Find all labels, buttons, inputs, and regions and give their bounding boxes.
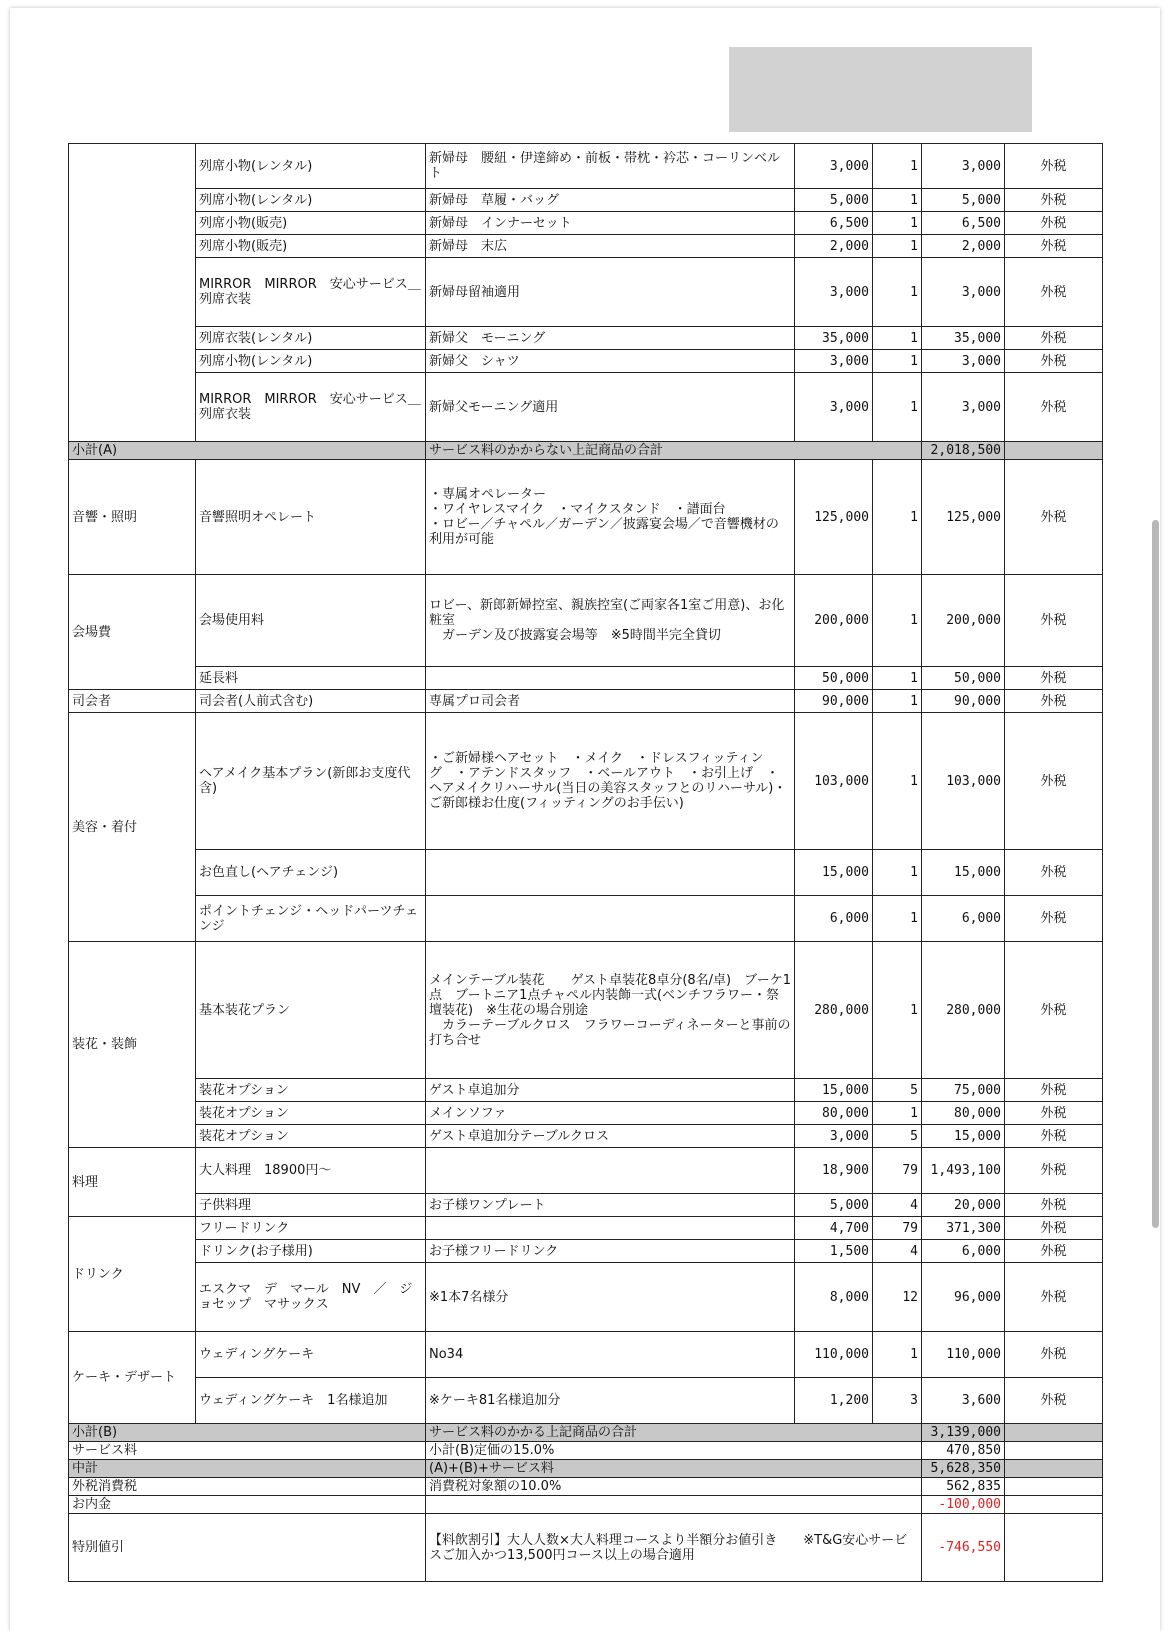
quantity: 4: [873, 1240, 922, 1263]
item-name: ポイントチェンジ・ヘッドパーツチェンジ: [196, 896, 426, 942]
table-row: [69, 1125, 1103, 1148]
item-name: 延長料: [196, 667, 426, 690]
table-row: [69, 189, 1103, 212]
amount: 75,000: [922, 1079, 1005, 1102]
item-name: ウェディングケーキ 1名様追加: [196, 1378, 426, 1424]
item-description: 新婦母 腰紐・伊達締め・前板・帯枕・衿芯・コーリンベルト: [426, 144, 795, 189]
empty-cell: [1005, 1424, 1103, 1442]
unit-price: 50,000: [795, 667, 873, 690]
item-description: 新婦母 インナーセット: [426, 212, 795, 235]
table-row: [69, 144, 1103, 189]
item-name: MIRROR MIRROR 安心サービス＿列席衣装: [196, 373, 426, 442]
item-name: MIRROR MIRROR 安心サービス＿列席衣装: [196, 258, 426, 327]
tax-type: 外税: [1005, 1102, 1103, 1125]
item-description: [426, 1148, 795, 1194]
item-name: 列席小物(レンタル): [196, 144, 426, 189]
quantity: 1: [873, 942, 922, 1079]
quantity: 1: [873, 212, 922, 235]
tax-type: 外税: [1005, 1240, 1103, 1263]
quantity: 3: [873, 1378, 922, 1424]
item-name: 列席小物(販売): [196, 212, 426, 235]
quantity: 1: [873, 235, 922, 258]
table-row: [69, 460, 1103, 575]
item-name: エスクマ デ マール NV ／ ジョセップ マサックス: [196, 1263, 426, 1332]
item-description: ※ケーキ81名様追加分: [426, 1378, 795, 1424]
item-name: 列席小物(レンタル): [196, 350, 426, 373]
category-cell: 音響・照明: [69, 460, 196, 575]
item-description: [426, 850, 795, 896]
item-description: [426, 667, 795, 690]
table-row: [69, 1217, 1103, 1240]
unit-price: 103,000: [795, 713, 873, 850]
amount: 6,500: [922, 212, 1005, 235]
tax-type: 外税: [1005, 189, 1103, 212]
deposit-label: お内金: [69, 1496, 426, 1514]
table-row: [69, 1102, 1103, 1125]
item-description: ゲスト卓追加分: [426, 1079, 795, 1102]
unit-price: 5,000: [795, 189, 873, 212]
category-cell: ケーキ・デザート: [69, 1332, 196, 1424]
quantity: 12: [873, 1263, 922, 1332]
empty-cell: [426, 1496, 922, 1514]
quantity: 1: [873, 575, 922, 667]
quantity: 1: [873, 373, 922, 442]
amount: 2,000: [922, 235, 1005, 258]
amount: 3,000: [922, 373, 1005, 442]
quantity: 79: [873, 1148, 922, 1194]
quantity: 79: [873, 1217, 922, 1240]
item-description: ・専属オペレーター ・ワイヤレスマイク ・マイクスタンド ・譜面台 ・ロビー／チャペル／ガーデン／披露宴会場／で音響機材の利用が可能: [426, 460, 795, 575]
empty-cell: [1005, 1478, 1103, 1496]
item-name: 子供料理: [196, 1194, 426, 1217]
unit-price: 4,700: [795, 1217, 873, 1240]
item-description: メインソファ: [426, 1102, 795, 1125]
table-row: [69, 575, 1103, 667]
tax-type: 外税: [1005, 942, 1103, 1079]
item-description: メインテーブル装花 ゲスト卓装花8卓分(8名/卓) ブーケ1点 ブートニア1点チャペル内装飾一式(ベンチフラワー・祭壇装花) ※生花の場合別途 カラーテーブルクロス フラワーコーディネーターと事前の打ち合せ: [426, 942, 795, 1079]
item-name: 基本装花プラン: [196, 942, 426, 1079]
item-description: ※1本7名様分: [426, 1263, 795, 1332]
amount: 15,000: [922, 850, 1005, 896]
category-cell: 装花・装飾: [69, 942, 196, 1148]
discount-label: 特別値引: [69, 1514, 426, 1582]
category-cell: 料理: [69, 1148, 196, 1217]
midtotal-description: (A)+(B)+サービス料: [426, 1460, 922, 1478]
tax-type: 外税: [1005, 350, 1103, 373]
tax-type: 外税: [1005, 575, 1103, 667]
redacted-area: [729, 47, 1032, 132]
item-name: 列席小物(レンタル): [196, 189, 426, 212]
category-cell: ドリンク: [69, 1217, 196, 1332]
tax-type: 外税: [1005, 690, 1103, 713]
item-description: 新婦父モーニング適用: [426, 373, 795, 442]
unit-price: 2,000: [795, 235, 873, 258]
quantity: 1: [873, 690, 922, 713]
unit-price: 6,000: [795, 896, 873, 942]
quantity: 1: [873, 327, 922, 350]
quantity: 1: [873, 258, 922, 327]
tax-type: 外税: [1005, 258, 1103, 327]
item-description: 新婦父 シャツ: [426, 350, 795, 373]
tax-type: 外税: [1005, 1217, 1103, 1240]
table-row: [69, 1378, 1103, 1424]
category-cell: 司会者: [69, 690, 196, 713]
unit-price: 35,000: [795, 327, 873, 350]
item-description: [426, 896, 795, 942]
item-description: No34: [426, 1332, 795, 1378]
empty-cell: [1005, 1514, 1103, 1582]
amount: 80,000: [922, 1102, 1005, 1125]
subtotal-b-label: 小計(B): [69, 1424, 426, 1442]
amount: 50,000: [922, 667, 1005, 690]
amount: 90,000: [922, 690, 1005, 713]
table-row: [69, 667, 1103, 690]
quantity: 1: [873, 1102, 922, 1125]
item-description: お子様ワンプレート: [426, 1194, 795, 1217]
unit-price: 15,000: [795, 1079, 873, 1102]
item-description: お子様フリードリンク: [426, 1240, 795, 1263]
item-name: 会場使用料: [196, 575, 426, 667]
empty-cell: [1005, 1496, 1103, 1514]
tax-type: 外税: [1005, 144, 1103, 189]
tax-amount: 562,835: [922, 1478, 1005, 1496]
unit-price: 90,000: [795, 690, 873, 713]
unit-price: 3,000: [795, 144, 873, 189]
amount: 110,000: [922, 1332, 1005, 1378]
tax-type: 外税: [1005, 1194, 1103, 1217]
midtotal-row: [69, 1460, 1103, 1478]
table-row: [69, 327, 1103, 350]
amount: 3,600: [922, 1378, 1005, 1424]
item-name: お色直し(ヘアチェンジ): [196, 850, 426, 896]
discount-description: 【料飲割引】大人人数×大人料理コースより半額分お値引き ※T&G安心サービスご加入かつ13,500円コース以上の場合適用: [426, 1514, 922, 1582]
service-charge-row: [69, 1442, 1103, 1460]
tax-type: 外税: [1005, 850, 1103, 896]
unit-price: 3,000: [795, 350, 873, 373]
quantity: 5: [873, 1079, 922, 1102]
quantity: 1: [873, 460, 922, 575]
quantity: 1: [873, 189, 922, 212]
scrollbar[interactable]: [1152, 520, 1159, 1228]
item-name: 列席衣装(レンタル): [196, 327, 426, 350]
unit-price: 6,500: [795, 212, 873, 235]
item-description: ロビー、新郎新婦控室、親族控室(ご両家各1室ご用意)、お化粧室 ガーデン及び披露宴会場等 ※5時間半完全貸切: [426, 575, 795, 667]
subtotal-a-description: サービス料のかからない上記商品の合計: [426, 442, 922, 460]
amount: 6,000: [922, 896, 1005, 942]
subtotal-b-row: [69, 1424, 1103, 1442]
unit-price: 18,900: [795, 1148, 873, 1194]
tax-type: 外税: [1005, 713, 1103, 850]
table-row: [69, 1194, 1103, 1217]
quantity: 1: [873, 850, 922, 896]
tax-type: 外税: [1005, 327, 1103, 350]
quantity: 1: [873, 713, 922, 850]
quantity: 1: [873, 896, 922, 942]
amount: 15,000: [922, 1125, 1005, 1148]
amount: 6,000: [922, 1240, 1005, 1263]
table-row: [69, 258, 1103, 327]
tax-description: 消費税対象額の10.0%: [426, 1478, 922, 1496]
midtotal-label: 中計: [69, 1460, 426, 1478]
empty-cell: [1005, 442, 1103, 460]
table-row: [69, 212, 1103, 235]
service-amount: 470,850: [922, 1442, 1005, 1460]
item-description: 新婦父 モーニング: [426, 327, 795, 350]
table-row: [69, 235, 1103, 258]
unit-price: 80,000: [795, 1102, 873, 1125]
amount: 96,000: [922, 1263, 1005, 1332]
table-row: [69, 1263, 1103, 1332]
unit-price: 8,000: [795, 1263, 873, 1332]
quantity: 1: [873, 1332, 922, 1378]
table-row: [69, 350, 1103, 373]
unit-price: 3,000: [795, 1125, 873, 1148]
subtotal-a-amount: 2,018,500: [922, 442, 1005, 460]
deposit-row: [69, 1496, 1103, 1514]
service-label: サービス料: [69, 1442, 426, 1460]
table-row: [69, 850, 1103, 896]
table-row: [69, 896, 1103, 942]
estimate-table: [68, 143, 1103, 1582]
item-name: 装花オプション: [196, 1079, 426, 1102]
item-description: ・ご新婦様ヘアセット ・メイク ・ドレスフィッティング ・アテンドスタッフ ・ベールアウト ・お引上げ ・ヘアメイクリハーサル(当日の美容スタッフとのリハーサル)・ご新郎様お仕度(フィッティングのお手伝い): [426, 713, 795, 850]
tax-type: 外税: [1005, 1378, 1103, 1424]
unit-price: 3,000: [795, 258, 873, 327]
deposit-amount: -100,000: [922, 1496, 1005, 1514]
item-name: ヘアメイク基本プラン(新郎お支度代含): [196, 713, 426, 850]
subtotal-b-amount: 3,139,000: [922, 1424, 1005, 1442]
item-name: 装花オプション: [196, 1125, 426, 1148]
amount: 125,000: [922, 460, 1005, 575]
item-description: 新婦母 末広: [426, 235, 795, 258]
table-row: [69, 1332, 1103, 1378]
unit-price: 1,500: [795, 1240, 873, 1263]
tax-type: 外税: [1005, 373, 1103, 442]
tax-type: 外税: [1005, 1125, 1103, 1148]
tax-type: 外税: [1005, 896, 1103, 942]
quantity: 1: [873, 144, 922, 189]
item-name: 装花オプション: [196, 1102, 426, 1125]
unit-price: 1,200: [795, 1378, 873, 1424]
tax-type: 外税: [1005, 667, 1103, 690]
tax-type: 外税: [1005, 1263, 1103, 1332]
empty-cell: [1005, 1442, 1103, 1460]
item-name: 司会者(人前式含む): [196, 690, 426, 713]
empty-cell: [1005, 1460, 1103, 1478]
quantity: 4: [873, 1194, 922, 1217]
item-description: 新婦母 草履・バッグ: [426, 189, 795, 212]
amount: 371,300: [922, 1217, 1005, 1240]
tax-type: 外税: [1005, 1332, 1103, 1378]
tax-type: 外税: [1005, 235, 1103, 258]
tax-type: 外税: [1005, 212, 1103, 235]
quantity: 1: [873, 667, 922, 690]
table-row: [69, 1240, 1103, 1263]
table-row: [69, 1079, 1103, 1102]
subtotal-b-description: サービス料のかかる上記商品の合計: [426, 1424, 922, 1442]
amount: 20,000: [922, 1194, 1005, 1217]
item-name: ドリンク(お子様用): [196, 1240, 426, 1263]
category-cell: 美容・着付: [69, 713, 196, 942]
table-row: [69, 942, 1103, 1079]
amount: 1,493,100: [922, 1148, 1005, 1194]
item-name: 列席小物(販売): [196, 235, 426, 258]
unit-price: 110,000: [795, 1332, 873, 1378]
item-description: ゲスト卓追加分テーブルクロス: [426, 1125, 795, 1148]
item-description: 新婦母留袖適用: [426, 258, 795, 327]
discount-row: [69, 1514, 1103, 1582]
unit-price: 5,000: [795, 1194, 873, 1217]
tax-type: 外税: [1005, 1079, 1103, 1102]
amount: 3,000: [922, 350, 1005, 373]
item-description: 専属プロ司会者: [426, 690, 795, 713]
midtotal-amount: 5,628,350: [922, 1460, 1005, 1478]
amount: 280,000: [922, 942, 1005, 1079]
category-cell: 会場費: [69, 575, 196, 690]
tax-type: 外税: [1005, 1148, 1103, 1194]
subtotal-a-label: 小計(A): [69, 442, 426, 460]
amount: 103,000: [922, 713, 1005, 850]
unit-price: 3,000: [795, 373, 873, 442]
consumption-tax-row: [69, 1478, 1103, 1496]
subtotal-a-row: [69, 442, 1103, 460]
amount: 3,000: [922, 144, 1005, 189]
amount: 200,000: [922, 575, 1005, 667]
amount: 3,000: [922, 258, 1005, 327]
item-name: ウェディングケーキ: [196, 1332, 426, 1378]
unit-price: 200,000: [795, 575, 873, 667]
item-name: フリードリンク: [196, 1217, 426, 1240]
unit-price: 15,000: [795, 850, 873, 896]
tax-type: 外税: [1005, 460, 1103, 575]
amount: 5,000: [922, 189, 1005, 212]
table-row: [69, 713, 1103, 850]
discount-amount: -746,550: [922, 1514, 1005, 1582]
tax-label: 外税消費税: [69, 1478, 426, 1496]
item-name: 大人料理 18900円～: [196, 1148, 426, 1194]
quantity: 1: [873, 350, 922, 373]
table-row: [69, 690, 1103, 713]
amount: 35,000: [922, 327, 1005, 350]
table-row: [69, 373, 1103, 442]
unit-price: 125,000: [795, 460, 873, 575]
item-name: 音響照明オペレート: [196, 460, 426, 575]
service-description: 小計(B)定価の15.0%: [426, 1442, 922, 1460]
category-cell: [69, 144, 196, 442]
item-description: [426, 1217, 795, 1240]
unit-price: 280,000: [795, 942, 873, 1079]
table-row: [69, 1148, 1103, 1194]
quantity: 5: [873, 1125, 922, 1148]
